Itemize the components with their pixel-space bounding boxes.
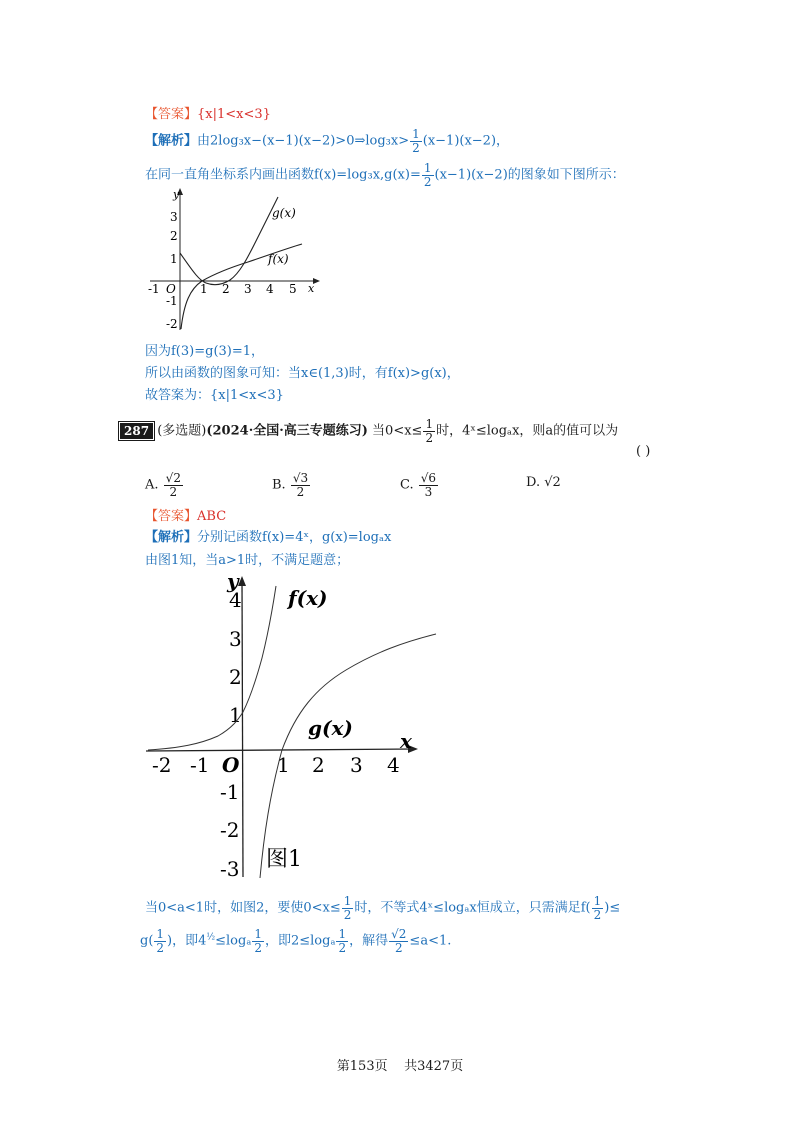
- analysis-text: g(: [140, 933, 154, 949]
- y-axis-arrow: [238, 576, 246, 586]
- analysis-text: )，即4: [167, 933, 207, 949]
- answer-line-1: [145, 103, 271, 122]
- fraction: $\frac{1}{2}$: [338, 927, 347, 955]
- figure-caption: 图1: [266, 847, 302, 872]
- f-curve: [148, 586, 276, 750]
- question-number: 287: [120, 423, 153, 439]
- x-tick: 3: [350, 753, 363, 777]
- g-curve: [180, 197, 278, 285]
- page-footer: 第153页 共3427页: [336, 1059, 464, 1074]
- y-tick: -2: [220, 818, 240, 842]
- answer-value: ABC: [197, 509, 227, 524]
- y-tick: 1: [229, 703, 242, 727]
- analysis-line-8: [145, 895, 620, 921]
- x-axis-label: x: [400, 729, 412, 753]
- analysis-line-4: 所以由函数的图象可知：当x∈(1,3)时，有f(x)>g(x)，: [145, 366, 460, 381]
- fraction: $\frac{1}{2}$: [254, 927, 262, 955]
- answer-tag: 【答案】: [145, 509, 198, 524]
- analysis-text: ≤logₐ: [215, 933, 252, 949]
- x-tick: -2: [152, 753, 172, 777]
- question-text: 时，4ˣ≤logₐx，则a的值可以为: [436, 423, 619, 439]
- y-tick: 2: [170, 229, 178, 243]
- fraction: $\frac{1}{2}$: [423, 161, 432, 189]
- y-axis: [242, 580, 243, 877]
- answer-tag: 【答案】: [145, 107, 198, 122]
- question-stem: [120, 418, 618, 444]
- y-axis-label: y: [173, 188, 180, 201]
- x-tick: 4: [266, 282, 274, 296]
- question-text: 当0<x≤: [372, 423, 423, 439]
- analysis-text: 时，不等式4ˣ≤logₐx恒成立，只需满足f(: [354, 900, 591, 916]
- x-axis-label: x: [308, 282, 315, 295]
- x-axis: [146, 749, 414, 751]
- analysis-line-1: [145, 128, 509, 154]
- analysis-text: )≤: [604, 900, 621, 916]
- analysis-text: ，即2≤logₐ: [264, 933, 336, 949]
- y-tick: 3: [229, 627, 242, 651]
- y-tick: 1: [170, 252, 178, 266]
- graph-2: [140, 572, 440, 882]
- f-label: f(x): [288, 586, 328, 610]
- analysis-text: ，解得: [349, 933, 389, 949]
- y-tick: 2: [229, 665, 242, 689]
- question-source: (2024·全国·高三专题练习): [206, 423, 368, 439]
- f-label: f(x): [268, 252, 289, 266]
- y-tick: -3: [220, 857, 240, 881]
- analysis-text: (x−1)(x−2)的图象如下图所示：: [434, 167, 625, 183]
- x-tick: 1: [277, 753, 290, 777]
- analysis-line-5: 故答案为：{x|1<x<3}: [145, 388, 284, 403]
- x-tick: -1: [148, 282, 160, 296]
- analysis-text: 分别记函数f(x)=4ˣ，g(x)=logₐx: [197, 530, 392, 545]
- origin-label: O: [222, 753, 240, 777]
- fraction: $\frac{√2}{2}$: [391, 927, 407, 955]
- fraction: $\frac{1}{2}$: [156, 927, 165, 955]
- graph-1: [140, 185, 330, 335]
- analysis-line-9: [140, 928, 451, 954]
- analysis-line-6: [145, 526, 391, 545]
- option-b[interactable]: B. $\frac{√3}{2}$: [272, 471, 309, 499]
- x-tick: 2: [312, 753, 325, 777]
- g-label: g(x): [308, 716, 353, 740]
- option-c[interactable]: C. $\frac{√6}{3}$: [400, 471, 437, 499]
- analysis-line-3: 因为f(3)=g(3)=1，: [145, 344, 265, 359]
- x-tick: -1: [190, 753, 210, 777]
- analysis-text: 在同一直角坐标系内画出函数f(x)=log₃x,g(x)=: [145, 167, 421, 183]
- x-tick: 4: [387, 753, 400, 777]
- fraction: $\frac{1}{2}$: [412, 127, 420, 155]
- answer-paren: ( ): [636, 444, 651, 459]
- y-tick: -2: [166, 317, 178, 331]
- answer-line-2: [145, 505, 226, 524]
- fraction: $\frac{1}{2}$: [425, 417, 434, 445]
- y-tick: 3: [170, 210, 178, 224]
- x-tick: 1: [200, 282, 208, 296]
- x-tick: 3: [244, 282, 252, 296]
- origin-label: O: [166, 282, 176, 296]
- analysis-text: ≤a<1.: [409, 933, 452, 949]
- analysis-line-7: 由图1知，当a>1时，不满足题意；: [145, 553, 350, 568]
- analysis-text: 由2log₃x−(x−1)(x−2)>0⇒log₃x>: [197, 133, 410, 149]
- fraction: $\frac{1}{2}$: [593, 894, 602, 922]
- option-d[interactable]: D. √2: [526, 475, 561, 490]
- fraction: $\frac{1}{2}$: [343, 894, 352, 922]
- g-label: g(x): [272, 206, 296, 220]
- x-tick: 2: [222, 282, 230, 296]
- exponent: ½: [206, 932, 216, 943]
- analysis-tag: 【解析】: [145, 530, 198, 545]
- analysis-text: (x−1)(x−2)，: [422, 133, 510, 149]
- question-type-tag: (多选题): [157, 423, 207, 439]
- analysis-tag: 【解析】: [145, 133, 198, 149]
- y-axis-label: y: [227, 572, 239, 593]
- y-tick: -1: [220, 780, 240, 804]
- x-tick: 5: [289, 282, 297, 296]
- option-a[interactable]: A. $\frac{√2}{2}$: [145, 471, 181, 499]
- y-tick: 4: [229, 588, 242, 612]
- answer-value: {x|1<x<3}: [197, 107, 271, 122]
- analysis-text: 当0<a<1时，如图2，要使0<x≤: [145, 900, 341, 916]
- y-tick: -1: [166, 294, 178, 308]
